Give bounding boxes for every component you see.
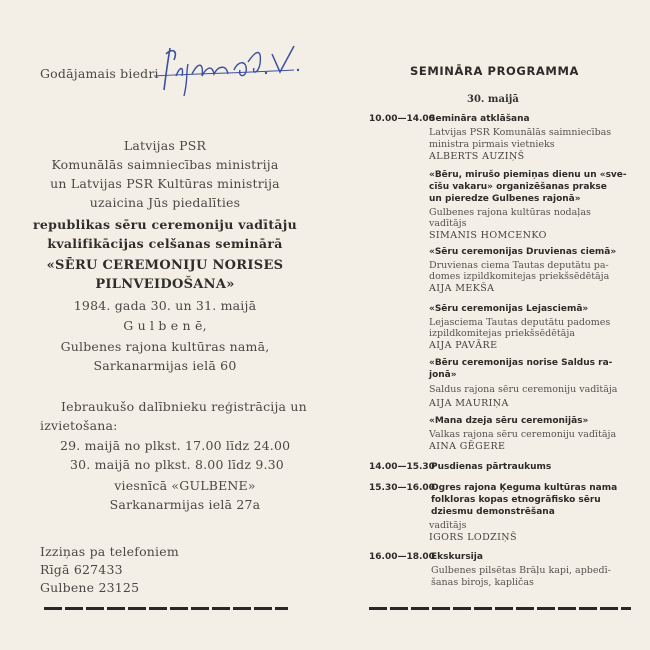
hotel-name: viesnīcā «GULBENE» (114, 478, 256, 493)
inviter-line-2: Komunālās saimniecības ministrija (51, 157, 279, 172)
excursion-detail: Gulbenes pilsētas Brāļu kapi, apbedī- (431, 565, 611, 576)
programme-item-heading: dziesmu demonstrēšana (431, 507, 555, 517)
left-bottom-rule (44, 607, 288, 610)
time-slot: 16.00—18.00 (369, 552, 435, 562)
speaker-role: domes izpildkomitejas priekšsēdētāja (429, 271, 610, 282)
registration-line-2: izvietošana: (40, 418, 118, 433)
speaker-name: ALBERTS AUZIŅŠ (429, 151, 525, 162)
programme-item-heading: Ogres rajona Ķeguma kultūras nama (431, 483, 618, 493)
inviter-line-3: un Latvijas PSR Kultūras ministrija (50, 176, 280, 191)
inviter-line-1: Latvijas PSR (123, 138, 207, 153)
handwritten-signature (148, 40, 308, 102)
programme-item-heading: «Bēru, mirušo piemiņas dienu un «sve- (429, 170, 627, 180)
programme-date: 30. maijā (467, 94, 519, 105)
event-venue: Gulbenes rajona kultūras namā, (60, 339, 270, 354)
speaker-role: Gulbenes rajona kultūras nodaļas (429, 207, 591, 218)
event-city: G u l b e n ē, (123, 318, 207, 333)
programme-item-heading: Pusdienas pārtraukums (431, 462, 552, 472)
programme-item-heading: Semināra atklāšana (429, 114, 530, 124)
speaker-name: IGORS LODZIŅŠ (429, 532, 517, 543)
contact-heading: Izziņas pa telefoniem (40, 544, 179, 559)
registration-time-1: 29. maijā no plkst. 17.00 līdz 24.00 (60, 438, 291, 453)
speaker-role: Druvienas ciema Tautas deputātu pa- (429, 260, 609, 271)
speaker-role: izpildkomitejas priekšsēdētāja (429, 328, 575, 339)
seminar-title-2: PILNVEIDOŠANA» (95, 277, 235, 292)
registration-line-1: Iebraukušo dalībnieku reģistrācija un (61, 399, 307, 414)
programme-item-heading: Ekskursija (431, 552, 483, 562)
hotel-address: Sarkanarmijas ielā 27a (109, 497, 261, 512)
speaker-role: Saldus rajona sēru ceremoniju vadītāja (429, 384, 618, 395)
event-date: 1984. gada 30. un 31. maijā (73, 298, 257, 313)
speaker-role: Valkas rajona sēru ceremoniju vadītāja (429, 429, 617, 440)
excursion-detail: šanas birojs, kapličas (431, 577, 534, 588)
time-slot: 15.30—16.00 (369, 483, 435, 493)
programme-item-heading: cīšu vakaru» organizēšanas prakse (429, 182, 607, 192)
right-bottom-rule (369, 607, 631, 610)
registration-time-2: 30. maijā no plkst. 8.00 līdz 9.30 (70, 457, 284, 472)
speaker-name: SIMANIS HOMCENKO (429, 230, 547, 241)
speaker-role: Latvijas PSR Komunālās saimniecības (429, 127, 612, 138)
programme-item-heading: folkloras kopas etnogrāfisko sēru (431, 495, 601, 505)
speaker-role: ministra pirmais vietnieks (429, 139, 555, 150)
speaker-name: AIJA PAVĀRE (429, 340, 498, 351)
time-slot: 14.00—15.30 (369, 462, 435, 472)
speaker-name: AINA GĒGERE (429, 441, 506, 452)
seminar-line-2: kvalifikācijas celšanas seminārā (47, 236, 283, 251)
seminar-line-1: republikas sēru ceremoniju vadītāju (32, 217, 298, 232)
speaker-name: AIJA MAURIŅA (429, 398, 509, 409)
time-slot: 10.00—14.00 (369, 114, 435, 124)
speaker-role: vadītājs (429, 520, 467, 531)
salutation: Godājamais biedri (40, 66, 159, 81)
seminar-title-1: «SĒRU CEREMONIJU NORISES (46, 258, 284, 273)
contact-riga: Rīgā 627433 (40, 562, 123, 577)
speaker-role: vadītājs (429, 218, 467, 229)
programme-item-heading: «Sēru ceremonijas Druvienas ciemā» (429, 247, 617, 257)
programme-title: SEMINĀRA PROGRAMMA (410, 64, 579, 78)
programme-item-heading: «Sēru ceremonijas Lejasciemā» (429, 304, 589, 314)
event-address: Sarkanarmijas ielā 60 (93, 358, 237, 373)
programme-item-heading: jonā» (429, 370, 457, 380)
contact-gulbene: Gulbene 23125 (40, 580, 140, 595)
inviter-line-4: uzaicina Jūs piedalīties (89, 195, 241, 210)
speaker-role: Lejasciema Tautas deputātu padomes (429, 317, 611, 328)
programme-item-heading: «Mana dzeja sēru ceremonijās» (429, 416, 589, 426)
programme-item-heading: «Bēru ceremonijas norise Saldus ra- (429, 358, 613, 368)
speaker-name: AIJA MEKŠA (429, 283, 495, 294)
programme-column (325, 0, 650, 650)
programme-item-heading: un pieredze Gulbenes rajonā» (429, 194, 581, 204)
